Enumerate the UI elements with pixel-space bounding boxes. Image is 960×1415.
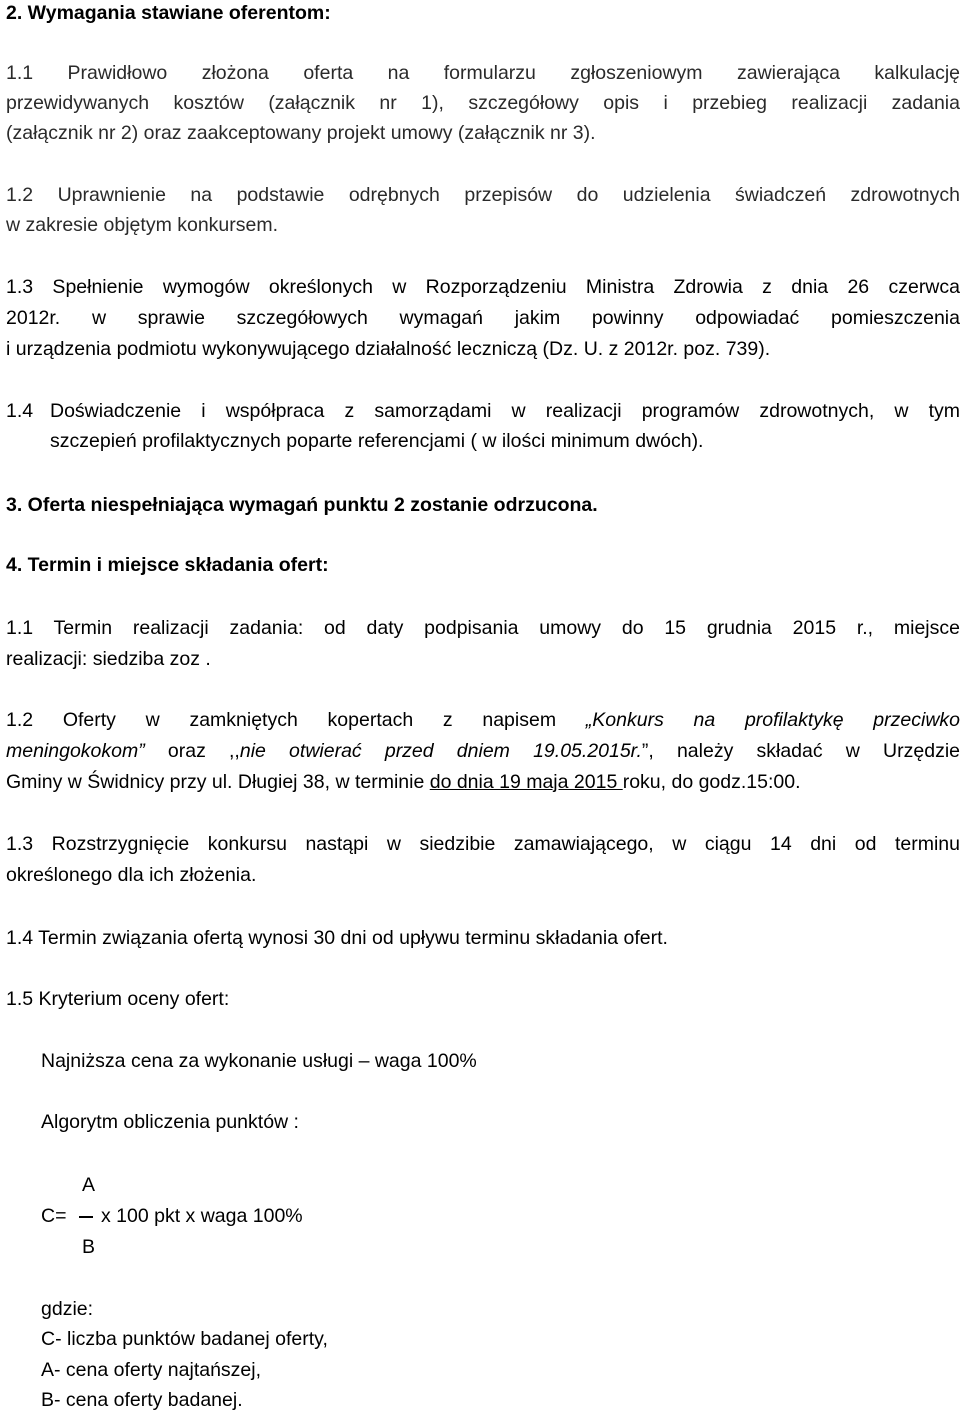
paragraph-4-1-line-1: 1.1 Termin realizacji zadania: od daty podpisania umowy do 15 grudnia 2015 r., miejsce <box>6 617 960 639</box>
fraction-bar <box>79 1216 93 1218</box>
address-text: Gminy w Świdnicy przy ul. Długiej 38, w terminie <box>6 771 430 793</box>
deadline-hour-text: roku, do godz.15:00. <box>622 771 801 793</box>
paragraph-1-1-line-3: (załącznik nr 2) oraz zaakceptowany projekt umowy (załącznik nr 3). <box>6 122 596 144</box>
paragraph-1-4-number: 1.4 <box>6 400 34 422</box>
paragraph-4-1-line-2: realizacji: siedziba zoz . <box>6 648 211 670</box>
and-text: oraz ,, <box>144 740 240 762</box>
legend-item-b: B- cena oferty badanej. <box>41 1389 243 1411</box>
paragraph-4-2-line-3 <box>6 767 960 797</box>
paragraph-4-3-line-2: określonego dla ich złożenia. <box>6 864 257 886</box>
paragraph-1-4-line-1: Doświadczenie i współpraca z samorządami w realizacji programów zdrowotnych, w tym <box>50 400 960 422</box>
do-not-open-text: nie otwierać przed dniem 19.05.2015r. <box>239 740 642 762</box>
submit-place-text: ”, należy składać w Urzędzie <box>641 740 960 762</box>
legend-item-a: A- cena oferty najtańszej, <box>41 1359 262 1381</box>
paragraph-4-4: 1.4 Termin związania ofertą wynosi 30 dni od upływu terminu składania ofert. <box>6 927 668 949</box>
paragraph-1-3-line-2: 2012r. w sprawie szczegółowych wymagań jakim powinny odpowiadać pomieszczenia <box>6 307 960 329</box>
criterion-text: Najniższa cena za wykonanie usługi – waga 100% <box>41 1050 477 1072</box>
section-heading-3: 3. Oferta niespełniająca wymagań punktu 2 zostanie odrzucona. <box>6 494 598 516</box>
section-heading-2: 2. Wymagania stawiane oferentom: <box>6 2 331 24</box>
paragraph-4-3-line-1: 1.3 Rozstrzygnięcie konkursu nastąpi w siedzibie zamawiającego, w ciągu 14 dni od terminu <box>6 833 960 855</box>
formula-denominator: B <box>82 1236 96 1258</box>
formula-lhs: C= <box>41 1205 67 1227</box>
section-heading-4: 4. Termin i miejsce składania ofert: <box>6 554 329 576</box>
paragraph-4-2-line-2 <box>6 736 960 766</box>
paragraph-1-3-line-1: 1.3 Spełnienie wymogów określonych w Rozporządzeniu Ministra Zdrowia z dnia 26 czerwca <box>6 276 960 298</box>
legend-title: gdzie: <box>41 1298 94 1320</box>
algorithm-heading: Algorytm obliczenia punktów : <box>41 1111 299 1133</box>
formula-numerator: A <box>82 1174 96 1196</box>
envelope-label-text: „Konkurs na profilaktykę przeciwko <box>585 709 960 731</box>
paragraph-1-3-line-3: i urządzenia podmiotu wykonywującego działalność leczniczą (Dz. U. z 2012r. poz. 739). <box>6 338 771 360</box>
paragraph-1-2-line-1: 1.2 Uprawnienie na podstawie odrębnych przepisów do udzielenia świadczeń zdrowotnych <box>6 184 960 206</box>
formula-rhs: x 100 pkt x waga 100% <box>101 1205 303 1227</box>
deadline-date: do dnia 19 maja 2015 <box>429 771 623 793</box>
legend-item-c: C- liczba punktów badanej oferty, <box>41 1328 328 1350</box>
offer-envelope-text: 1.2 Oferty w zamkniętych kopertach z napisem <box>6 709 586 731</box>
paragraph-1-1-line-1: 1.1 Prawidłowo złożona oferta na formularzu zgłoszeniowym zawierająca kalkulację <box>6 62 960 84</box>
envelope-label-end: meningokokom” <box>6 740 145 762</box>
paragraph-1-1-line-2: przewidywanych kosztów (załącznik nr 1), szczegółowy opis i przebieg realizacji zadania <box>6 92 960 114</box>
paragraph-4-5: 1.5 Kryterium oceny ofert: <box>6 988 230 1010</box>
paragraph-1-2-line-2: w zakresie objętym konkursem. <box>6 214 279 236</box>
paragraph-1-4-line-2: szczepień profilaktycznych poparte referencjami ( w ilości minimum dwóch). <box>50 430 704 452</box>
paragraph-4-2-line-1 <box>6 705 960 735</box>
